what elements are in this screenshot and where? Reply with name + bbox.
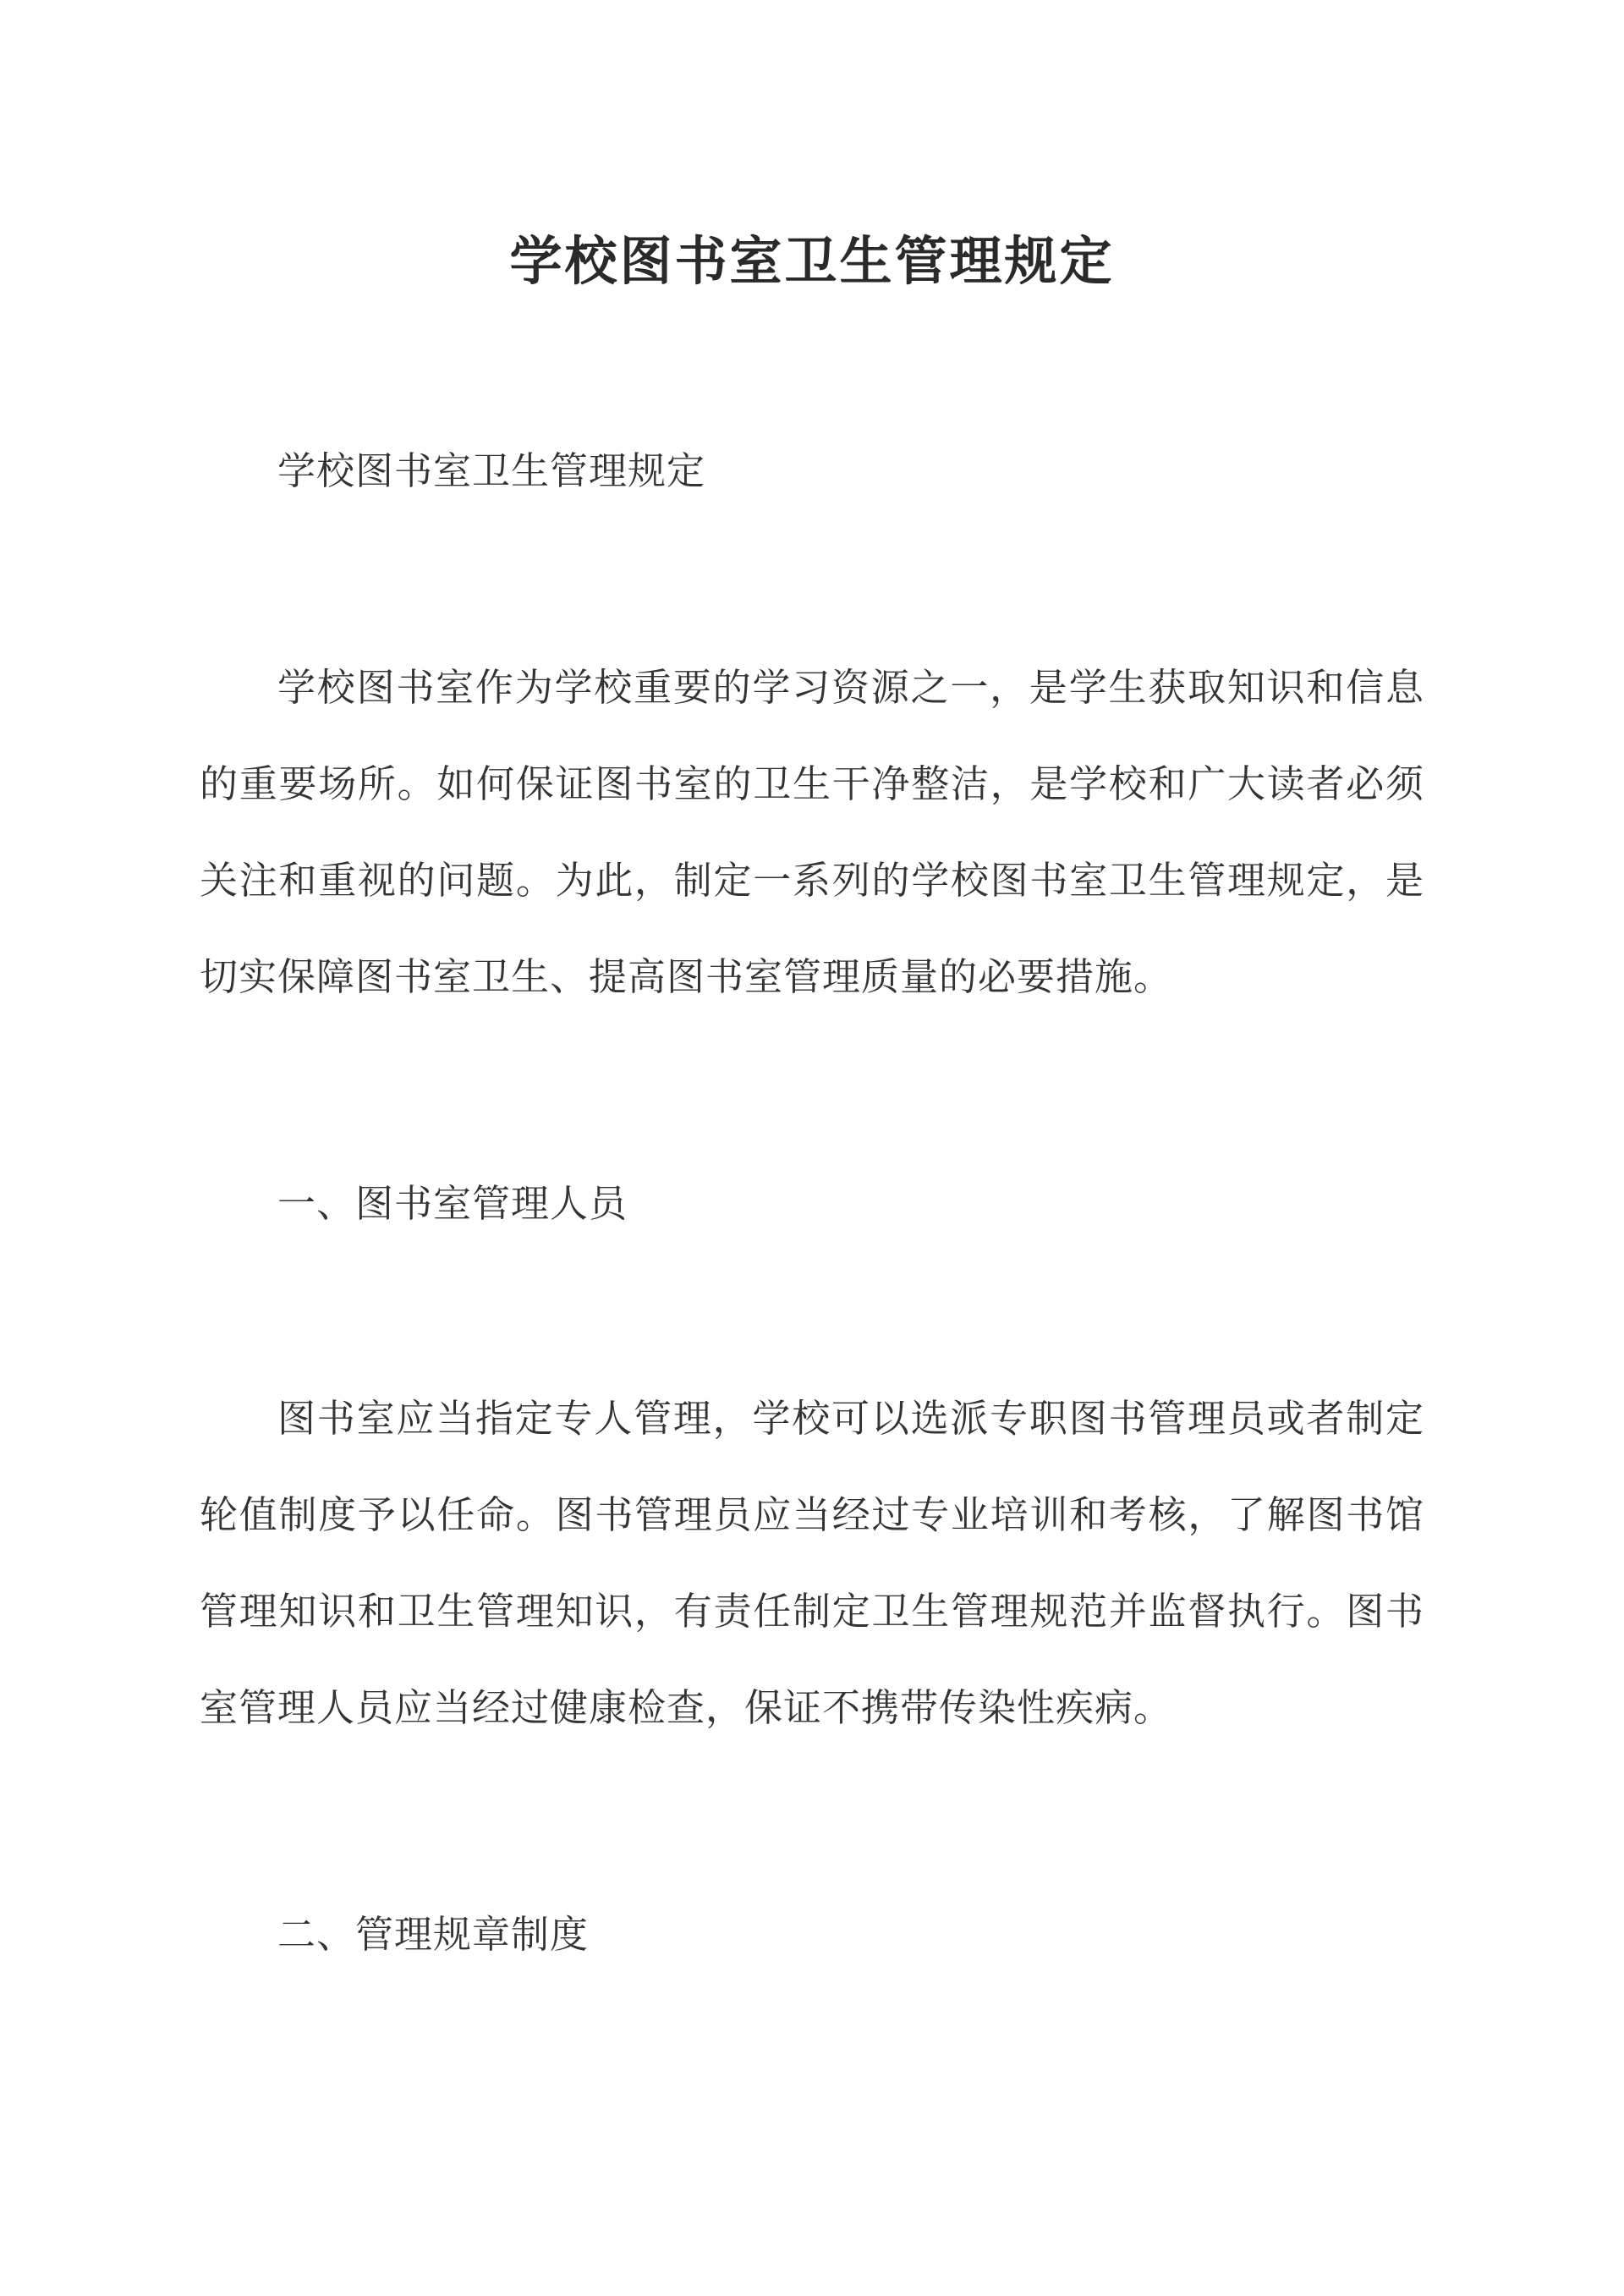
document-subtitle: 学校图书室卫生管理规定 [277, 448, 706, 493]
intro-paragraph: 学校图书室作为学校重要的学习资源之一，是学生获取知识和信息的重要场所。如何保证图书室的卫生干净整洁，是学校和广大读者必须关注和重视的问题。为此，制定一系列的学校图书室卫生管理规定，是切实保障图书室卫生、提高图书室管理质量的必要措施。 [200, 665, 1424, 999]
document-title: 学校图书室卫生管理规定 [509, 229, 1115, 292]
staff-paragraph: 图书室应当指定专人管理，学校可以选派专职图书管理员或者制定轮值制度予以任命。图书管理员应当经过专业培训和考核，了解图书馆管理知识和卫生管理知识，有责任制定卫生管理规范并监督执行。图书室管理人员应当经过健康检查，保证不携带传染性疾病。 [200, 1396, 1424, 1730]
section-heading-staff: 一、图书室管理人员 [277, 1181, 628, 1226]
section-heading-rules: 二、管理规章制度 [277, 1912, 590, 1957]
